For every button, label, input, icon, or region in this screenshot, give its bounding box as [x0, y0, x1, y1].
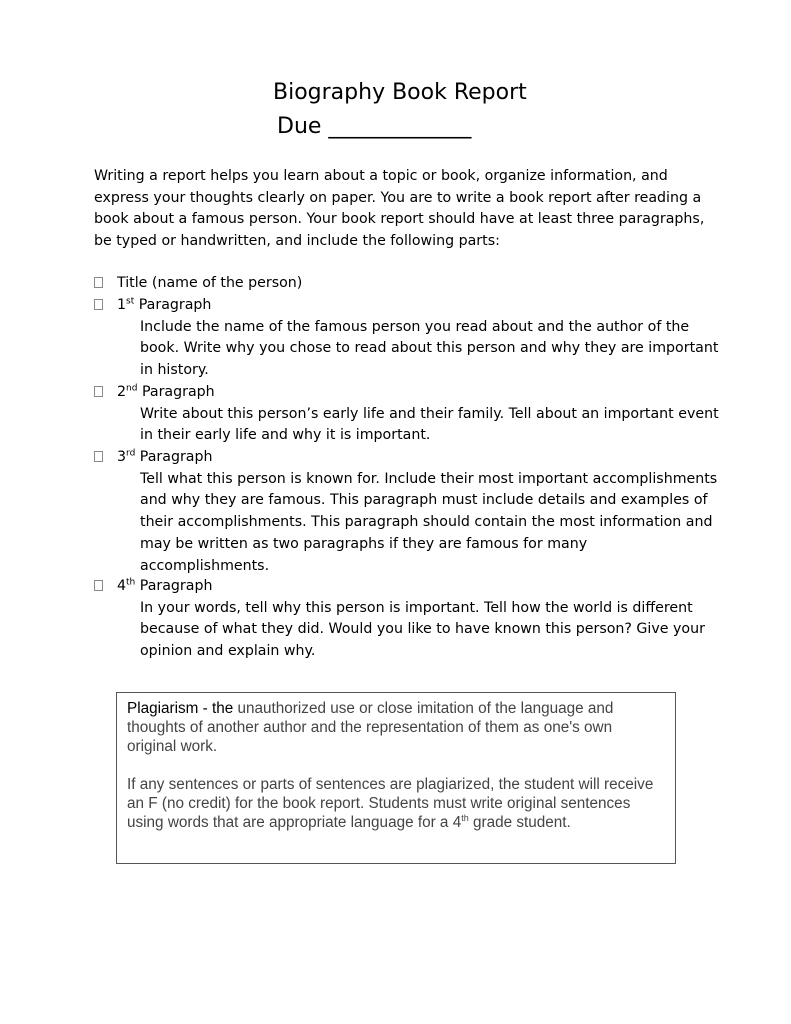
grade-ordinal: th	[461, 812, 469, 823]
item-ordinal: th	[126, 577, 136, 588]
list-item-paragraph-1	[94, 295, 719, 382]
plagiarism-warning-text: If any sentences or parts of sentences are plagiarized, the student will receive an F (no credit) for the book report. Students must write original sentences using words that are appropriate language for a	[127, 776, 654, 831]
checkbox-icon	[94, 451, 103, 462]
item-body: Write about this person’s early life and their family. Tell about an important event in their early life and why it is important.	[140, 405, 719, 444]
grade-tail: grade student.	[468, 814, 571, 831]
item-label: Paragraph	[134, 297, 212, 313]
checkbox-icon	[94, 299, 103, 310]
item-label: Paragraph	[135, 578, 213, 594]
item-body: Include the name of the famous person you read about and the author of the book. Write why you chose to read about this person and why they are important in history.	[140, 318, 719, 379]
item-number: 3	[117, 449, 127, 465]
list-item-paragraph-3	[94, 447, 718, 577]
plagiarism-warning	[127, 775, 665, 832]
list-item-title	[94, 273, 714, 295]
list-item-paragraph-2	[94, 382, 719, 447]
item-label: Title (name of the person)	[117, 275, 303, 291]
plagiarism-definition-text: unauthorized use or close imitation of the language and thoughts of another author and the representation of them as one's own original work.	[127, 700, 614, 755]
checkbox-icon	[94, 386, 103, 397]
item-number: 2	[117, 384, 127, 400]
page-title: Biography Book Report	[273, 80, 527, 105]
due-date-line: Due _____________	[277, 114, 472, 139]
item-ordinal: rd	[126, 448, 136, 459]
item-ordinal: nd	[126, 383, 138, 394]
plagiarism-definition	[127, 699, 665, 756]
checkbox-icon	[94, 277, 103, 288]
item-label: Paragraph	[137, 384, 215, 400]
item-label: Paragraph	[135, 449, 213, 465]
item-ordinal: st	[126, 296, 135, 307]
checkbox-icon	[94, 580, 103, 591]
item-body: Tell what this person is known for. Include their most important accomplishments and why they are famous. This paragraph must include details and examples of their accomplishments. This paragraph should contain the most information and may be written as two paragraphs if they are famous for many accomplishments.	[140, 470, 718, 574]
plagiarism-lead: Plagiarism - the	[127, 700, 234, 717]
intro-paragraph: Writing a report helps you learn about a topic or book, organize information, and express your thoughts clearly on paper. You are to write a book report after reading a book about a famous person. Your book report should have at least three paragraphs, be typed or handwritten, and include the following parts:	[94, 168, 705, 250]
plagiarism-notice-box	[116, 692, 676, 864]
item-number: 1	[117, 297, 127, 313]
grade-number: 4	[452, 814, 462, 831]
item-body: In your words, tell why this person is important. Tell how the world is different because of what they did. Would you like to have known this person? Give your opinion and explain why.	[140, 599, 705, 660]
list-item-paragraph-4	[94, 576, 714, 663]
item-number: 4	[117, 578, 127, 594]
